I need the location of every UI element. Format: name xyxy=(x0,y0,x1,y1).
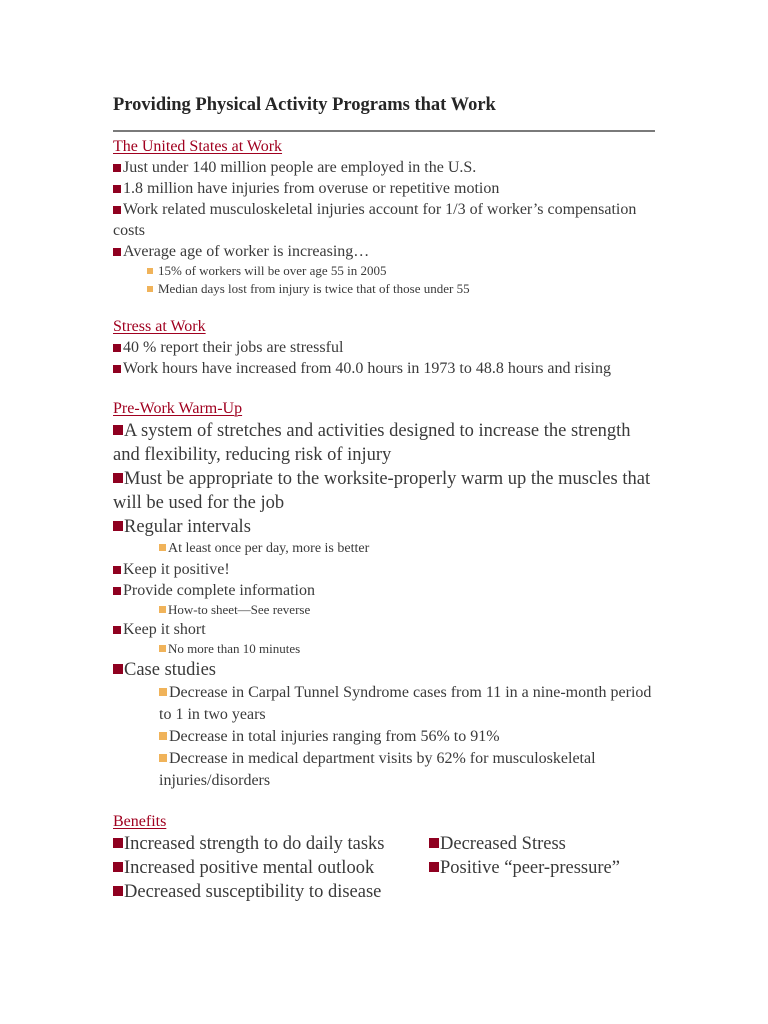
square-bullet-icon xyxy=(113,185,121,193)
square-bullet-icon xyxy=(113,587,121,595)
list-item: Keep it short xyxy=(113,619,658,640)
list-item: Decreased susceptibility to disease xyxy=(113,880,429,904)
sub-list-item: Decrease in medical department visits by 62% for musculoskeletal injuries/disorders xyxy=(159,750,596,789)
square-bullet-icon xyxy=(113,206,121,214)
sub-list-item: How-to sheet—See reverse xyxy=(113,601,658,619)
square-bullet-icon xyxy=(113,248,121,256)
square-bullet-icon xyxy=(113,838,123,848)
square-bullet-icon xyxy=(113,862,123,872)
square-bullet-icon xyxy=(429,862,439,872)
list-item: Case studies xyxy=(113,658,658,682)
square-subbullet-icon xyxy=(159,544,166,551)
list-item: Provide complete information xyxy=(113,580,658,601)
square-bullet-icon xyxy=(429,838,439,848)
section-warmup xyxy=(113,398,658,792)
sub-list-item: Median days lost from injury is twice that of those under 55 xyxy=(113,280,658,298)
section-heading: Benefits xyxy=(113,813,167,830)
sub-list-item: No more than 10 minutes xyxy=(113,640,658,658)
list-item: Keep it positive! xyxy=(113,559,658,580)
benefits-right-column xyxy=(429,832,658,904)
section-us-at-work xyxy=(113,136,658,298)
square-bullet-icon xyxy=(113,886,123,896)
square-subbullet-icon xyxy=(159,754,167,762)
square-subbullet-icon xyxy=(159,732,167,740)
benefits-columns xyxy=(113,832,658,904)
square-bullet-icon xyxy=(113,425,123,435)
list-item: Increased strength to do daily tasks xyxy=(113,832,429,856)
square-bullet-icon xyxy=(113,626,121,634)
square-bullet-icon xyxy=(113,473,123,483)
square-bullet-icon xyxy=(113,521,123,531)
section-heading: Stress at Work xyxy=(113,318,206,335)
sub-list-item: Decrease in Carpal Tunnel Syndrome cases from 11 in a nine-month period to 1 in two years xyxy=(159,684,652,723)
square-bullet-icon xyxy=(113,344,121,352)
section-stress xyxy=(113,316,658,379)
list-item: Work related musculoskeletal injuries account for 1/3 of worker’s compensation costs xyxy=(113,201,637,239)
square-subbullet-icon xyxy=(147,268,153,274)
list-item: 1.8 million have injuries from overuse or repetitive motion xyxy=(113,178,658,199)
list-item: Work hours have increased from 40.0 hours in 1973 to 48.8 hours and rising xyxy=(113,358,658,379)
section-benefits xyxy=(113,811,658,904)
square-bullet-icon xyxy=(113,664,123,674)
list-item: Just under 140 million people are employed in the U.S. xyxy=(113,157,658,178)
list-item: Must be appropriate to the worksite-properly warm up the muscles that will be used for the job xyxy=(113,469,651,513)
list-item: Positive “peer-pressure” xyxy=(429,856,658,880)
list-item: Regular intervals xyxy=(113,515,658,539)
list-item: 40 % report their jobs are stressful xyxy=(113,337,658,358)
page-title: Providing Physical Activity Programs that Work xyxy=(113,95,496,115)
square-bullet-icon xyxy=(113,365,121,373)
list-item: Average age of worker is increasing… xyxy=(113,241,658,262)
document-page xyxy=(113,93,658,904)
square-bullet-icon xyxy=(113,566,121,574)
section-heading: The United States at Work xyxy=(113,138,283,155)
square-subbullet-icon xyxy=(147,286,153,292)
square-bullet-icon xyxy=(113,164,121,172)
square-subbullet-icon xyxy=(159,645,166,652)
list-item: Decreased Stress xyxy=(429,832,658,856)
square-subbullet-icon xyxy=(159,688,167,696)
list-item: Increased positive mental outlook xyxy=(113,856,429,880)
sub-list-item: At least once per day, more is better xyxy=(113,539,658,559)
sub-list-item: 15% of workers will be over age 55 in 2005 xyxy=(113,262,658,280)
section-heading: Pre-Work Warm-Up xyxy=(113,400,243,417)
list-item: A system of stretches and activities designed to increase the strength and flexibility, reducing risk of injury xyxy=(113,421,631,465)
title-divider xyxy=(113,130,655,132)
sub-list-item: Decrease in total injuries ranging from 56% to 91% xyxy=(113,726,658,748)
square-subbullet-icon xyxy=(159,606,166,613)
benefits-left-column xyxy=(113,832,429,904)
